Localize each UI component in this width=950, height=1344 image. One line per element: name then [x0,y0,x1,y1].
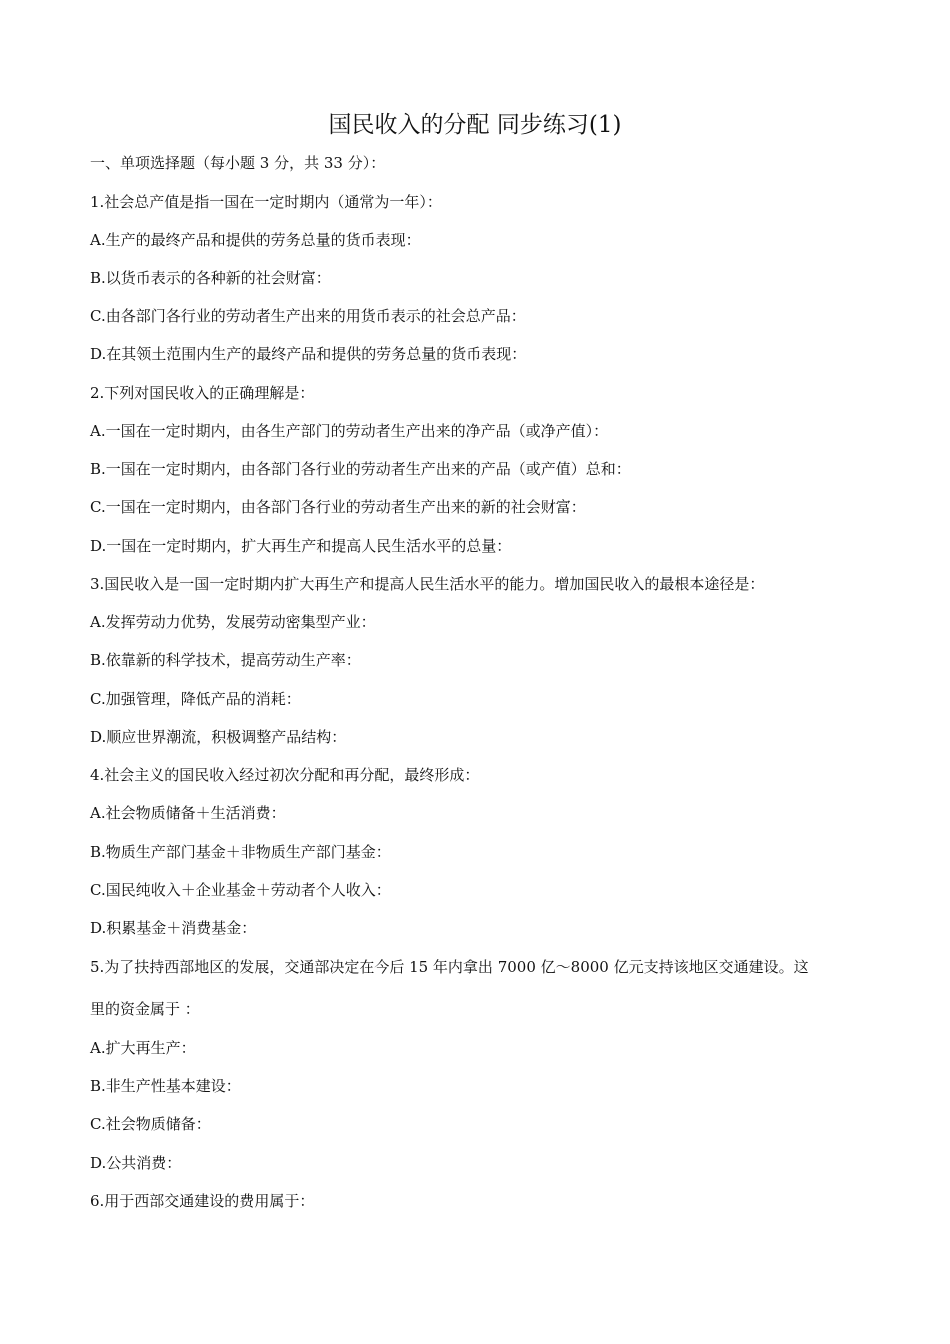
question-3-option-d: D.顺应世界潮流，积极调整产品结构： [90,728,347,746]
question-5: 5.为了扶持西部地区的发展，交通部决定在今后 15 年内拿出 7000 亿～8000 亿元支持该地区交通建设。这 [90,958,809,976]
question-2-option-b: B.一国在一定时期内，由各部门各行业的劳动者生产出来的产品（或产值）总和： [90,460,631,478]
question-4-option-a: A.社会物质储备＋生活消费： [90,804,286,822]
question-4-option-d: D.积累基金＋消费基金： [90,919,257,937]
section-heading: 一、单项选择题（每小题 3 分，共 33 分）： [90,154,386,172]
question-3-option-c: C.加强管理，降低产品的消耗： [90,690,301,708]
question-5-option-c: C.社会物质储备： [90,1115,211,1133]
question-5-option-a: A.扩大再生产： [90,1039,196,1057]
question-2-option-c: C.一国在一定时期内，由各部门各行业的劳动者生产出来的新的社会财富： [90,498,586,516]
question-5-continuation: 里的资金属于 ： [90,1000,200,1018]
question-1: 1.社会总产值是指一国在一定时期内（通常为一年）： [90,193,442,211]
question-2: 2.下列对国民收入的正确理解是： [90,384,315,402]
question-3-option-b: B.依靠新的科学技术，提高劳动生产率： [90,651,361,669]
question-5-option-b: B.非生产性基本建设： [90,1077,241,1095]
question-1-option-a: A.生产的最终产品和提供的劳务总量的货币表现： [90,231,421,249]
question-1-option-d: D.在其领土范围内生产的最终产品和提供的劳务总量的货币表现： [90,345,527,363]
question-3: 3.国民收入是一国一定时期内扩大再生产和提高人民生活水平的能力。增加国民收入的最根本途径是： [90,575,765,593]
question-5-option-d: D.公共消费： [90,1154,182,1172]
question-1-option-c: C.由各部门各行业的劳动者生产出来的用货币表示的社会总产品： [90,307,526,325]
question-4-option-c: C.国民纯收入＋企业基金＋劳动者个人收入： [90,881,391,899]
question-6: 6.用于西部交通建设的费用属于： [90,1192,315,1210]
question-2-option-a: A.一国在一定时期内，由各生产部门的劳动者生产出来的净产品（或净产值）： [90,422,609,440]
question-4-option-b: B.物质生产部门基金＋非物质生产部门基金： [90,843,391,861]
question-1-option-b: B.以货币表示的各种新的社会财富： [90,269,331,287]
question-3-option-a: A.发挥劳动力优势，发展劳动密集型产业： [90,613,376,631]
question-2-option-d: D.一国在一定时期内，扩大再生产和提高人民生活水平的总量： [90,537,512,555]
question-4: 4.社会主义的国民收入经过初次分配和再分配，最终形成： [90,766,480,784]
page-title: 国民收入的分配 同步练习(1) [328,112,622,138]
